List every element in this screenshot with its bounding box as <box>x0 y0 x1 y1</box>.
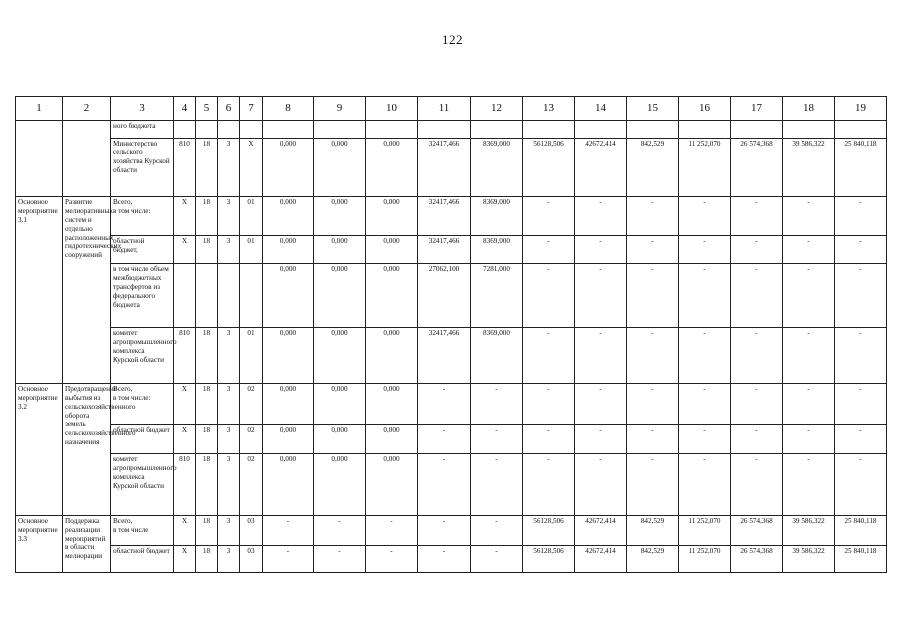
budget-code-cell: Х <box>240 138 263 197</box>
amount-cell: - <box>627 424 679 453</box>
amount-cell: 0,000 <box>314 264 366 328</box>
amount-cell: - <box>835 328 887 384</box>
amount-cell: - <box>418 384 471 425</box>
table-row <box>16 424 887 453</box>
budget-code-cell: 03 <box>240 516 263 545</box>
budget-code-cell: 3 <box>218 384 240 425</box>
column-header: 13 <box>523 97 575 121</box>
funding-source-cell: ного бюджета <box>111 121 174 138</box>
amount-cell: 0,000 <box>314 138 366 197</box>
column-header: 9 <box>314 97 366 121</box>
budget-code-cell <box>196 264 218 328</box>
amount-cell: 32417,466 <box>418 138 471 197</box>
amount-cell: - <box>679 236 731 264</box>
amount-cell: 0,000 <box>314 384 366 425</box>
amount-cell <box>679 121 731 138</box>
amount-cell: 39 586,322 <box>783 545 835 572</box>
budget-code-cell: 01 <box>240 236 263 264</box>
column-header: 18 <box>783 97 835 121</box>
funding-source-cell: Всего, в том числе: <box>111 197 174 236</box>
table-row <box>16 516 887 545</box>
column-header: 1 <box>16 97 63 121</box>
amount-cell: - <box>783 264 835 328</box>
budget-code-cell: 3 <box>218 424 240 453</box>
funding-source-cell: в том числе объем межбюджетных трансфертов из федерального бюджета <box>111 264 174 328</box>
budget-code-cell: Х <box>174 516 196 545</box>
budget-code-cell: 18 <box>196 197 218 236</box>
amount-cell: - <box>783 328 835 384</box>
amount-cell: - <box>679 384 731 425</box>
amount-cell: 27062,100 <box>418 264 471 328</box>
amount-cell: - <box>731 424 783 453</box>
column-number-row <box>16 97 887 121</box>
amount-cell: - <box>627 328 679 384</box>
amount-cell: 11 252,070 <box>679 516 731 545</box>
amount-cell: - <box>418 545 471 572</box>
amount-cell: 8369,000 <box>471 197 523 236</box>
amount-cell: 56128,506 <box>523 545 575 572</box>
measure-title-cell: Предотвращение выбытия из сельскохозяйственного оборота земель сельскохозяйственного назначения <box>63 384 111 516</box>
amount-cell: 842,529 <box>627 138 679 197</box>
amount-cell: 0,000 <box>366 454 418 516</box>
amount-cell: - <box>575 236 627 264</box>
amount-cell: - <box>679 454 731 516</box>
budget-code-cell: 01 <box>240 197 263 236</box>
column-header: 19 <box>835 97 887 121</box>
amount-cell: - <box>731 384 783 425</box>
measure-code-cell: Основное мероприятие 3.2 <box>16 384 63 516</box>
budget-code-cell <box>240 264 263 328</box>
amount-cell <box>835 121 887 138</box>
amount-cell: 25 840,118 <box>835 516 887 545</box>
amount-cell: 39 586,322 <box>783 516 835 545</box>
measure-title-cell: Поддержка реализации мероприятий в области мелиорации <box>63 516 111 573</box>
table-row <box>16 197 887 236</box>
amount-cell: 0,000 <box>366 264 418 328</box>
column-header: 6 <box>218 97 240 121</box>
budget-code-cell: 02 <box>240 384 263 425</box>
amount-cell: 32417,466 <box>418 197 471 236</box>
funding-source-cell: комитет агропромышленного комплекса Курской области <box>111 328 174 384</box>
funding-source-cell: Всего, в том числе: <box>111 384 174 425</box>
table-row <box>16 138 887 197</box>
amount-cell: 0,000 <box>263 197 314 236</box>
budget-code-cell <box>174 121 196 138</box>
column-header: 8 <box>263 97 314 121</box>
amount-cell <box>314 121 366 138</box>
amount-cell <box>523 121 575 138</box>
budget-code-cell <box>196 121 218 138</box>
funding-source-cell: Министерство сельского хозяйства Курской области <box>111 138 174 197</box>
amount-cell: - <box>835 264 887 328</box>
amount-cell: - <box>523 384 575 425</box>
budget-code-cell: 18 <box>196 328 218 384</box>
amount-cell: 32417,466 <box>418 236 471 264</box>
amount-cell: - <box>627 454 679 516</box>
amount-cell: - <box>471 454 523 516</box>
amount-cell: - <box>627 197 679 236</box>
amount-cell: - <box>263 516 314 545</box>
amount-cell: - <box>731 328 783 384</box>
amount-cell: 0,000 <box>263 384 314 425</box>
budget-code-cell: 3 <box>218 197 240 236</box>
measure-code-cell <box>16 121 63 197</box>
amount-cell: - <box>314 545 366 572</box>
amount-cell <box>418 121 471 138</box>
budget-code-cell: 810 <box>174 328 196 384</box>
amount-cell: 0,000 <box>314 236 366 264</box>
amount-cell: 0,000 <box>263 264 314 328</box>
budget-code-cell: 18 <box>196 424 218 453</box>
amount-cell: - <box>366 516 418 545</box>
budget-code-cell: 810 <box>174 138 196 197</box>
amount-cell: - <box>575 384 627 425</box>
amount-cell <box>575 121 627 138</box>
amount-cell: - <box>835 236 887 264</box>
amount-cell: 39 586,322 <box>783 138 835 197</box>
budget-code-cell: 3 <box>218 516 240 545</box>
amount-cell: 42672,414 <box>575 545 627 572</box>
budget-code-cell <box>240 121 263 138</box>
amount-cell: 26 574,368 <box>731 545 783 572</box>
amount-cell: 0,000 <box>263 328 314 384</box>
column-header: 10 <box>366 97 418 121</box>
table-row <box>16 236 887 264</box>
amount-cell: - <box>523 424 575 453</box>
amount-cell: 0,000 <box>314 197 366 236</box>
amount-cell: - <box>783 236 835 264</box>
amount-cell: 11 252,070 <box>679 545 731 572</box>
amount-cell: - <box>835 424 887 453</box>
amount-cell: - <box>783 424 835 453</box>
amount-cell: - <box>835 384 887 425</box>
amount-cell <box>366 121 418 138</box>
amount-cell: 26 574,368 <box>731 138 783 197</box>
amount-cell: - <box>835 454 887 516</box>
amount-cell: - <box>366 545 418 572</box>
measure-code-cell: Основное мероприятие 3.1 <box>16 197 63 384</box>
measure-title-cell <box>63 121 111 197</box>
amount-cell: - <box>679 197 731 236</box>
amount-cell: - <box>731 197 783 236</box>
amount-cell: - <box>471 516 523 545</box>
budget-code-cell: Х <box>174 236 196 264</box>
column-header: 12 <box>471 97 523 121</box>
amount-cell: - <box>575 454 627 516</box>
amount-cell: - <box>471 424 523 453</box>
amount-cell: - <box>731 454 783 516</box>
amount-cell: - <box>731 264 783 328</box>
amount-cell: 42672,414 <box>575 516 627 545</box>
column-header: 15 <box>627 97 679 121</box>
amount-cell: - <box>418 424 471 453</box>
budget-code-cell: 18 <box>196 236 218 264</box>
amount-cell: - <box>263 545 314 572</box>
page-number: 122 <box>442 32 463 47</box>
amount-cell: - <box>523 328 575 384</box>
budget-code-cell: Х <box>174 424 196 453</box>
amount-cell: 8369,000 <box>471 138 523 197</box>
amount-cell: 0,000 <box>263 138 314 197</box>
amount-cell: - <box>679 264 731 328</box>
budget-code-cell: 810 <box>174 454 196 516</box>
amount-cell <box>471 121 523 138</box>
amount-cell: 0,000 <box>314 424 366 453</box>
amount-cell: - <box>627 264 679 328</box>
table-row <box>16 384 887 425</box>
column-header: 17 <box>731 97 783 121</box>
amount-cell: - <box>835 197 887 236</box>
table-row <box>16 454 887 516</box>
amount-cell: - <box>627 236 679 264</box>
amount-cell: - <box>314 516 366 545</box>
amount-cell: - <box>575 197 627 236</box>
budget-code-cell: Х <box>174 384 196 425</box>
amount-cell: 56128,506 <box>523 516 575 545</box>
amount-cell: - <box>679 424 731 453</box>
funding-source-cell: областной бюджет, <box>111 236 174 264</box>
amount-cell: - <box>418 454 471 516</box>
budget-code-cell: 01 <box>240 328 263 384</box>
amount-cell: - <box>783 197 835 236</box>
amount-cell: 11 252,070 <box>679 138 731 197</box>
amount-cell <box>263 121 314 138</box>
table-row <box>16 264 887 328</box>
amount-cell: 32417,466 <box>418 328 471 384</box>
column-header: 3 <box>111 97 174 121</box>
measure-title-cell: Развитие мелиоративных систем и отдельно расположенных гидротехнических сооружений <box>63 197 111 384</box>
amount-cell: - <box>575 264 627 328</box>
budget-code-cell: 3 <box>218 138 240 197</box>
amount-cell: - <box>731 236 783 264</box>
amount-cell: 0,000 <box>314 454 366 516</box>
amount-cell: 0,000 <box>366 424 418 453</box>
amount-cell: 0,000 <box>314 328 366 384</box>
amount-cell: 42672,414 <box>575 138 627 197</box>
amount-cell: 0,000 <box>366 384 418 425</box>
column-header: 4 <box>174 97 196 121</box>
amount-cell: 7281,000 <box>471 264 523 328</box>
budget-code-cell <box>218 264 240 328</box>
amount-cell: 8369,000 <box>471 328 523 384</box>
budget-code-cell: 02 <box>240 424 263 453</box>
amount-cell: - <box>471 384 523 425</box>
budget-table <box>15 96 887 573</box>
amount-cell: 0,000 <box>366 138 418 197</box>
table-row <box>16 545 887 572</box>
budget-code-cell: 18 <box>196 545 218 572</box>
column-header: 7 <box>240 97 263 121</box>
budget-code-cell: 18 <box>196 384 218 425</box>
budget-code-cell: 3 <box>218 328 240 384</box>
column-header: 2 <box>63 97 111 121</box>
funding-source-cell: Всего, в том числе <box>111 516 174 545</box>
amount-cell: 0,000 <box>366 328 418 384</box>
amount-cell: - <box>471 545 523 572</box>
amount-cell: - <box>523 454 575 516</box>
amount-cell: 0,000 <box>263 424 314 453</box>
amount-cell: 0,000 <box>263 236 314 264</box>
column-header: 11 <box>418 97 471 121</box>
budget-code-cell: 3 <box>218 545 240 572</box>
column-header: 5 <box>196 97 218 121</box>
amount-cell: 842,529 <box>627 516 679 545</box>
amount-cell: - <box>627 384 679 425</box>
funding-source-cell: областной бюджет <box>111 424 174 453</box>
budget-code-cell: 03 <box>240 545 263 572</box>
budget-code-cell: 3 <box>218 454 240 516</box>
amount-cell: - <box>783 384 835 425</box>
funding-source-cell: комитет агропромышленного комплекса Курской области <box>111 454 174 516</box>
budget-code-cell: Х <box>174 197 196 236</box>
amount-cell: - <box>418 516 471 545</box>
measure-code-cell: Основное мероприятие 3.3 <box>16 516 63 573</box>
budget-code-cell: 3 <box>218 236 240 264</box>
funding-source-cell: областной бюджет <box>111 545 174 572</box>
amount-cell: 25 840,118 <box>835 138 887 197</box>
table-row <box>16 328 887 384</box>
amount-cell: - <box>679 328 731 384</box>
amount-cell: 25 840,118 <box>835 545 887 572</box>
budget-code-cell <box>174 264 196 328</box>
budget-code-cell: 02 <box>240 454 263 516</box>
budget-code-cell: Х <box>174 545 196 572</box>
amount-cell: - <box>523 236 575 264</box>
budget-code-cell <box>218 121 240 138</box>
table-row <box>16 121 887 138</box>
amount-cell: - <box>575 424 627 453</box>
amount-cell: - <box>783 454 835 516</box>
amount-cell: - <box>523 264 575 328</box>
amount-cell: 26 574,368 <box>731 516 783 545</box>
amount-cell <box>731 121 783 138</box>
amount-cell: 0,000 <box>366 236 418 264</box>
amount-cell: 56128,506 <box>523 138 575 197</box>
amount-cell <box>783 121 835 138</box>
column-header: 14 <box>575 97 627 121</box>
amount-cell: 0,000 <box>366 197 418 236</box>
amount-cell: 8369,000 <box>471 236 523 264</box>
budget-code-cell: 18 <box>196 138 218 197</box>
amount-cell: - <box>575 328 627 384</box>
budget-code-cell: 18 <box>196 454 218 516</box>
amount-cell: - <box>523 197 575 236</box>
amount-cell: 842,529 <box>627 545 679 572</box>
amount-cell: 0,000 <box>263 454 314 516</box>
column-header: 16 <box>679 97 731 121</box>
amount-cell <box>627 121 679 138</box>
budget-code-cell: 18 <box>196 516 218 545</box>
